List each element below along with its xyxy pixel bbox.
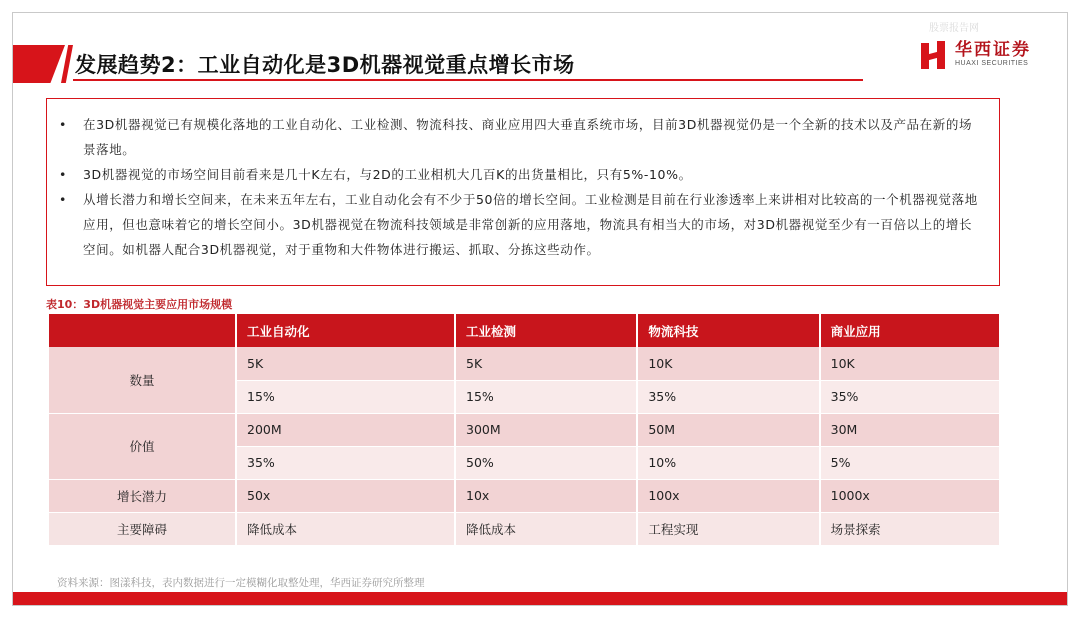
- huaxi-logo-icon: [919, 39, 949, 71]
- table-cell: 5K: [236, 347, 455, 380]
- table-row: [49, 347, 999, 380]
- bullet-text: 从增长潜力和增长空间来，在未来五年左右，工业自动化会有不少于50倍的增长空间。工业检测是目前在行业渗透率上来讲相对比较高的一个机器视觉落地应用，但也意味着它的增长空间小。3D机器视觉在物流科技领域是非常创新的应用落地，物流具有相当大的市场，对3D机器视觉至少有一百倍以上的增长空间。如机器人配合3D机器视觉，对于重物和大件物体进行搬运、抓取、分拣这些动作。: [83, 192, 978, 257]
- row-label-growth: 增长潜力: [49, 479, 236, 512]
- watermark-text: 股票报告网: [929, 23, 979, 34]
- table-cell: 100x: [637, 479, 819, 512]
- table-header-row: [49, 314, 999, 347]
- table-caption: 表10：3D机器视觉主要应用市场规模: [46, 298, 233, 311]
- table-cell: 15%: [236, 380, 455, 413]
- bullet-item: [59, 162, 985, 187]
- source-note: 资料来源：图漾科技，表内数据进行一定模糊化取整处理，华西证券研究所整理: [57, 577, 425, 589]
- bullet-item: [59, 187, 985, 262]
- table-cell: 200M: [236, 413, 455, 446]
- bullet-text: 在3D机器视觉已有规模化落地的工业自动化、工业检测、物流科技、商业应用四大垂直系统市场，目前3D机器视觉仍是一个全新的技术以及产品在新的场景落地。: [83, 117, 973, 157]
- header-industrial-inspection: 工业检测: [455, 314, 637, 347]
- table-cell: 10%: [637, 446, 819, 479]
- table-cell: 300M: [455, 413, 637, 446]
- table-cell: 50%: [455, 446, 637, 479]
- logo-cn-text: 华西证券: [955, 40, 1031, 60]
- bullet-marker: •: [59, 117, 67, 132]
- title-accent-shape: [13, 45, 65, 83]
- page-title: 发展趋势2：工业自动化是3D机器视觉重点增长市场: [75, 53, 575, 77]
- table-cell: 1000x: [820, 479, 999, 512]
- table-row: [49, 479, 999, 512]
- header-logistics-tech: 物流科技: [637, 314, 819, 347]
- bullet-marker: •: [59, 192, 67, 207]
- table-cell: 35%: [637, 380, 819, 413]
- summary-box: [46, 98, 1000, 286]
- table-cell: 10K: [820, 347, 999, 380]
- bullet-item: [59, 112, 985, 162]
- table-cell: 10x: [455, 479, 637, 512]
- table-row: [49, 512, 999, 545]
- table-cell: 35%: [820, 380, 999, 413]
- row-label-value: 价值: [49, 413, 236, 479]
- table-cell: 35%: [236, 446, 455, 479]
- title-underline: [73, 79, 863, 81]
- slide: [12, 12, 1068, 606]
- bullet-text: 3D机器视觉的市场空间目前看来是几十K左右，与2D的工业相机大几百K的出货量相比，只有5%-10%。: [83, 167, 692, 182]
- header-corner: [49, 314, 236, 347]
- table-cell: 降低成本: [236, 512, 455, 545]
- row-label-quantity: 数量: [49, 347, 236, 413]
- company-logo: [919, 37, 1059, 73]
- table-cell: 10K: [637, 347, 819, 380]
- footer-bar: [13, 592, 1068, 606]
- table-cell: 50x: [236, 479, 455, 512]
- table-cell: 场景探索: [820, 512, 999, 545]
- table-cell: 30M: [820, 413, 999, 446]
- header-industrial-automation: 工业自动化: [236, 314, 455, 347]
- row-label-barrier: 主要障碍: [49, 512, 236, 545]
- logo-en-text: HUAXI SECURITIES: [955, 60, 1029, 67]
- table-cell: 5K: [455, 347, 637, 380]
- table-cell: 50M: [637, 413, 819, 446]
- header-commercial-application: 商业应用: [820, 314, 999, 347]
- table-cell: 15%: [455, 380, 637, 413]
- table-cell: 工程实现: [637, 512, 819, 545]
- market-size-table: [49, 314, 999, 546]
- table-row: [49, 413, 999, 446]
- bullet-marker: •: [59, 167, 67, 182]
- table-cell: 降低成本: [455, 512, 637, 545]
- table-cell: 5%: [820, 446, 999, 479]
